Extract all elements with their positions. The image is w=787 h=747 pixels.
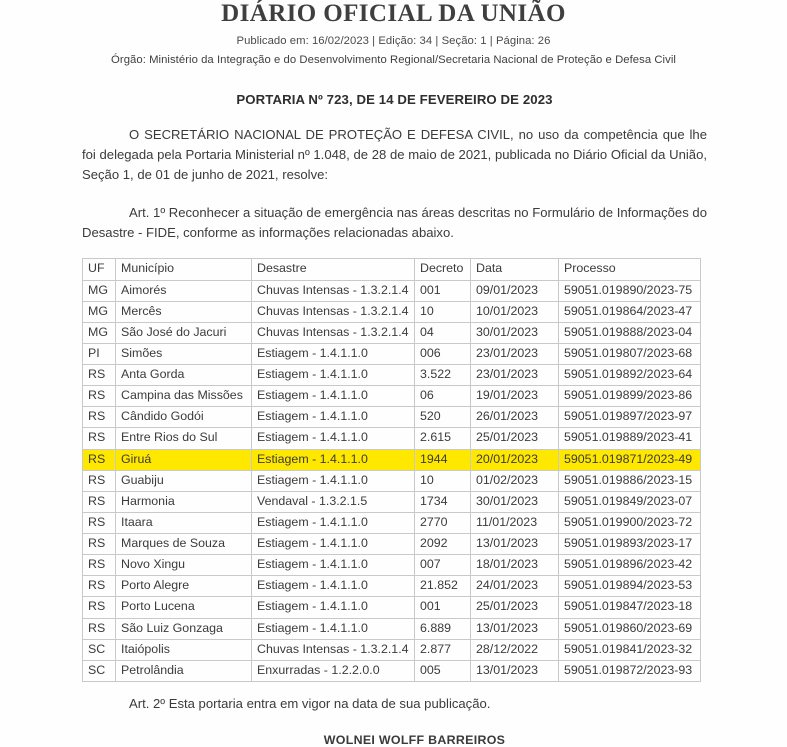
cell-municipio: Porto Alegre — [116, 576, 252, 597]
table-body — [83, 280, 701, 681]
cell-uf: RS — [83, 428, 116, 449]
cell-decreto: 21.852 — [415, 576, 471, 597]
cell-data: 24/01/2023 — [471, 576, 559, 597]
cell-uf: RS — [83, 555, 116, 576]
cell-processo: 59051.019872/2023-93 — [559, 660, 701, 681]
cell-data: 09/01/2023 — [471, 280, 559, 301]
cell-processo: 59051.019893/2023-17 — [559, 534, 701, 555]
cell-desastre: Enxurradas - 1.2.2.0.0 — [252, 660, 415, 681]
cell-decreto: 001 — [415, 597, 471, 618]
cell-decreto: 10 — [415, 301, 471, 322]
publication-metadata: Publicado em: 16/02/2023 | Edição: 34 | Seção: 1 | Página: 26 — [236, 35, 551, 47]
column-header-data: Data — [471, 259, 559, 280]
table-row — [83, 386, 701, 407]
cell-decreto: 1734 — [415, 491, 471, 512]
cell-municipio: Simões — [116, 343, 252, 364]
cell-decreto: 06 — [415, 386, 471, 407]
cell-processo: 59051.019900/2023-72 — [559, 512, 701, 533]
cell-desastre: Estiagem - 1.4.1.1.0 — [252, 576, 415, 597]
cell-desastre: Chuvas Intensas - 1.3.2.1.4 — [252, 301, 415, 322]
cell-desastre: Estiagem - 1.4.1.1.0 — [252, 597, 415, 618]
table-row — [83, 428, 701, 449]
column-header-desastre: Desastre — [252, 259, 415, 280]
cell-data: 10/01/2023 — [471, 301, 559, 322]
cell-desastre: Vendaval - 1.3.2.1.5 — [252, 491, 415, 512]
cell-municipio: Marques de Souza — [116, 534, 252, 555]
cell-uf: PI — [83, 343, 116, 364]
cell-desastre: Estiagem - 1.4.1.1.0 — [252, 449, 415, 470]
cell-decreto: 2.877 — [415, 639, 471, 660]
cell-data: 26/01/2023 — [471, 407, 559, 428]
masthead — [0, 0, 787, 66]
cell-municipio: Itaiópolis — [116, 639, 252, 660]
cell-desastre: Estiagem - 1.4.1.1.0 — [252, 343, 415, 364]
cell-data: 18/01/2023 — [471, 555, 559, 576]
cell-uf: RS — [83, 597, 116, 618]
cell-uf: RS — [83, 386, 116, 407]
cell-data: 25/01/2023 — [471, 597, 559, 618]
cell-desastre: Estiagem - 1.4.1.1.0 — [252, 386, 415, 407]
table-row — [83, 343, 701, 364]
cell-decreto: 04 — [415, 322, 471, 343]
cell-data: 19/01/2023 — [471, 386, 559, 407]
fide-table-container — [82, 258, 700, 682]
cell-desastre: Estiagem - 1.4.1.1.0 — [252, 534, 415, 555]
cell-processo: 59051.019847/2023-18 — [559, 597, 701, 618]
cell-processo: 59051.019841/2023-32 — [559, 639, 701, 660]
cell-processo: 59051.019894/2023-53 — [559, 576, 701, 597]
cell-desastre: Estiagem - 1.4.1.1.0 — [252, 428, 415, 449]
column-header-processo: Processo — [559, 259, 701, 280]
cell-decreto: 006 — [415, 343, 471, 364]
preamble-paragraph: O SECRETÁRIO NACIONAL DE PROTEÇÃO E DEFESA CIVIL, no uso da competência que lhe foi delegada pela Portaria Ministerial nº 1.048, de 28 de maio de 2021, publicada no Diário Oficial da União, Seção 1, de 01 de junho de 2021, resolve: — [82, 127, 707, 182]
column-header-municipio: Município — [116, 259, 252, 280]
cell-municipio: Novo Xingu — [116, 555, 252, 576]
article-2-paragraph: Art. 2º Esta portaria entra em vigor na data de sua publicação. — [129, 695, 491, 711]
cell-uf: RS — [83, 407, 116, 428]
cell-municipio: Cândido Godói — [116, 407, 252, 428]
cell-processo: 59051.019864/2023-47 — [559, 301, 701, 322]
cell-desastre: Estiagem - 1.4.1.1.0 — [252, 555, 415, 576]
table-row — [83, 449, 701, 470]
table-row — [83, 322, 701, 343]
cell-data: 13/01/2023 — [471, 618, 559, 639]
cell-decreto: 10 — [415, 470, 471, 491]
cell-uf: RS — [83, 512, 116, 533]
column-header-uf: UF — [83, 259, 116, 280]
cell-data: 01/02/2023 — [471, 470, 559, 491]
cell-decreto: 2092 — [415, 534, 471, 555]
cell-uf: MG — [83, 322, 116, 343]
fide-table — [82, 258, 701, 682]
table-header-row — [83, 259, 701, 280]
table-row — [83, 365, 701, 386]
cell-data: 13/01/2023 — [471, 534, 559, 555]
cell-municipio: Anta Gorda — [116, 365, 252, 386]
cell-processo: 59051.019889/2023-41 — [559, 428, 701, 449]
cell-desastre: Estiagem - 1.4.1.1.0 — [252, 512, 415, 533]
cell-processo: 59051.019886/2023-15 — [559, 470, 701, 491]
cell-uf: RS — [83, 470, 116, 491]
cell-desastre: Chuvas Intensas - 1.3.2.1.4 — [252, 639, 415, 660]
cell-decreto: 005 — [415, 660, 471, 681]
cell-processo: 59051.019871/2023-49 — [559, 449, 701, 470]
publication-title: DIÁRIO OFICIAL DA UNIÃO — [221, 0, 566, 27]
document-body — [80, 92, 707, 747]
cell-uf: MG — [83, 280, 116, 301]
cell-desastre: Estiagem - 1.4.1.1.0 — [252, 407, 415, 428]
cell-municipio: Harmonia — [116, 491, 252, 512]
table-row — [83, 491, 701, 512]
cell-processo: 59051.019807/2023-68 — [559, 343, 701, 364]
table-row — [83, 534, 701, 555]
cell-municipio: Itaara — [116, 512, 252, 533]
cell-municipio: São José do Jacuri — [116, 322, 252, 343]
cell-data: 23/01/2023 — [471, 343, 559, 364]
cell-uf: RS — [83, 449, 116, 470]
cell-processo: 59051.019888/2023-04 — [559, 322, 701, 343]
cell-desastre: Estiagem - 1.4.1.1.0 — [252, 618, 415, 639]
column-header-decreto: Decreto — [415, 259, 471, 280]
table-head — [83, 259, 701, 280]
cell-municipio: Mercês — [116, 301, 252, 322]
cell-municipio: Campina das Missões — [116, 386, 252, 407]
cell-municipio: São Luiz Gonzaga — [116, 618, 252, 639]
portaria-title: PORTARIA Nº 723, DE 14 DE FEVEREIRO DE 2023 — [236, 92, 553, 107]
cell-uf: RS — [83, 534, 116, 555]
cell-data: 23/01/2023 — [471, 365, 559, 386]
table-row — [83, 618, 701, 639]
cell-data: 30/01/2023 — [471, 322, 559, 343]
cell-data: 30/01/2023 — [471, 491, 559, 512]
table-row — [83, 639, 701, 660]
cell-municipio: Giruá — [116, 449, 252, 470]
table-row — [83, 597, 701, 618]
cell-municipio: Guabiju — [116, 470, 252, 491]
article-1-paragraph: Art. 1º Reconhecer a situação de emergência nas áreas descritas no Formulário de Informações do Desastre - FIDE, conforme as informações relacionadas abaixo. — [82, 204, 707, 240]
table-row — [83, 660, 701, 681]
cell-processo: 59051.019849/2023-07 — [559, 491, 701, 512]
table-row — [83, 512, 701, 533]
table-row — [83, 301, 701, 322]
cell-data: 13/01/2023 — [471, 660, 559, 681]
cell-municipio: Entre Rios do Sul — [116, 428, 252, 449]
cell-decreto: 2.615 — [415, 428, 471, 449]
cell-processo: 59051.019897/2023-97 — [559, 407, 701, 428]
cell-decreto: 520 — [415, 407, 471, 428]
table-row — [83, 280, 701, 301]
cell-municipio: Porto Lucena — [116, 597, 252, 618]
cell-uf: RS — [83, 576, 116, 597]
cell-uf: SC — [83, 639, 116, 660]
cell-decreto: 3.522 — [415, 365, 471, 386]
cell-desastre: Chuvas Intensas - 1.3.2.1.4 — [252, 280, 415, 301]
cell-decreto: 6.889 — [415, 618, 471, 639]
cell-uf: RS — [83, 618, 116, 639]
table-row — [83, 407, 701, 428]
cell-processo: 59051.019892/2023-64 — [559, 365, 701, 386]
cell-processo: 59051.019890/2023-75 — [559, 280, 701, 301]
cell-data: 25/01/2023 — [471, 428, 559, 449]
table-row — [83, 470, 701, 491]
cell-uf: RS — [83, 365, 116, 386]
cell-data: 20/01/2023 — [471, 449, 559, 470]
cell-desastre: Chuvas Intensas - 1.3.2.1.4 — [252, 322, 415, 343]
signatory-name: WOLNEI WOLFF BARREIROS — [323, 732, 506, 747]
cell-uf: SC — [83, 660, 116, 681]
cell-desastre: Estiagem - 1.4.1.1.0 — [252, 470, 415, 491]
table-row — [83, 555, 701, 576]
cell-data: 11/01/2023 — [471, 512, 559, 533]
cell-municipio: Aimorés — [116, 280, 252, 301]
cell-desastre: Estiagem - 1.4.1.1.0 — [252, 365, 415, 386]
cell-processo: 59051.019899/2023-86 — [559, 386, 701, 407]
cell-decreto: 007 — [415, 555, 471, 576]
cell-decreto: 001 — [415, 280, 471, 301]
cell-processo: 59051.019860/2023-69 — [559, 618, 701, 639]
table-row — [83, 576, 701, 597]
cell-municipio: Petrolândia — [116, 660, 252, 681]
publishing-organ: Órgão: Ministério da Integração e do Desenvolvimento Regional/Secretaria Nacional de Proteção e Defesa Civil — [111, 54, 676, 66]
cell-uf: RS — [83, 491, 116, 512]
cell-decreto: 1944 — [415, 449, 471, 470]
cell-processo: 59051.019896/2023-42 — [559, 555, 701, 576]
cell-data: 28/12/2022 — [471, 639, 559, 660]
cell-uf: MG — [83, 301, 116, 322]
cell-decreto: 2770 — [415, 512, 471, 533]
